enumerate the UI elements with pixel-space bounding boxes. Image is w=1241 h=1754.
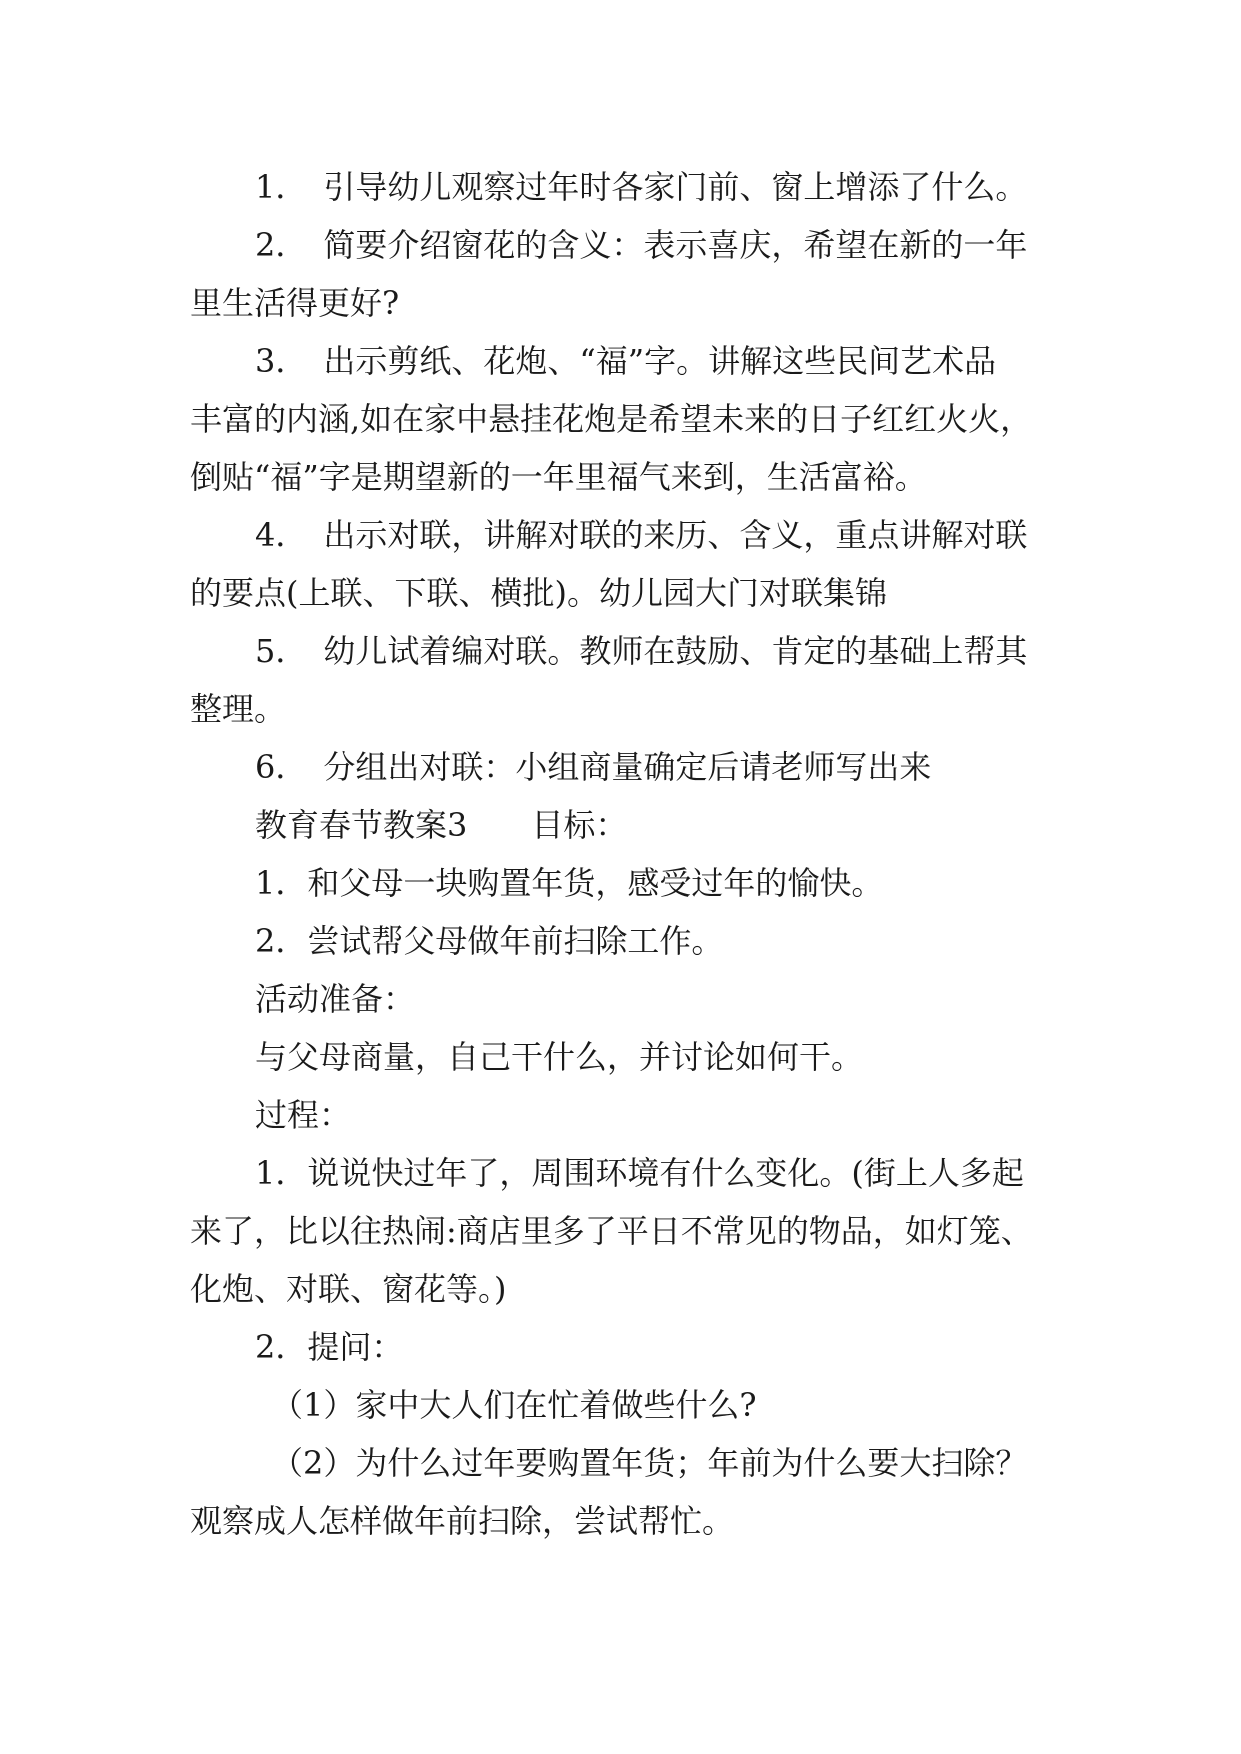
- step-3-continuation-2: 倒贴“福”字是期望新的一年里福气来到，生活富裕。: [190, 458, 927, 496]
- process-heading: 过程：: [255, 1096, 352, 1134]
- process-step-2-line: 2．提问：: [255, 1328, 404, 1366]
- step-5-line: 5． 幼儿试着编对联。教师在鼓励、肯定的基础上帮其: [255, 632, 1028, 670]
- question-2-continuation: 观察成人怎样做年前扫除，尝试帮忙。: [190, 1502, 735, 1540]
- step-6-line: 6． 分组出对联：小组商量确定后请老师写出来: [255, 748, 932, 786]
- step-1-line: 1． 引导幼儿观察过年时各家门前、窗上增添了什么。: [255, 168, 1028, 206]
- step-2-continuation: 里生活得更好?: [190, 284, 400, 322]
- goal-1-line: 1．和父母一块购置年货，感受过年的愉快。: [255, 864, 884, 902]
- question-1-line: （1）家中大人们在忙着做些什么?: [271, 1386, 757, 1424]
- process-step-1-continuation-1: 来了，比以往热闹:商店里多了平日不常见的物品，如灯笼、: [190, 1212, 1033, 1250]
- step-5-continuation: 整理。: [190, 690, 287, 728]
- lesson-3-heading: 教育春节教案3 目标：: [255, 806, 628, 844]
- step-4-continuation: 的要点(上联、下联、横批)。幼儿园大门对联集锦: [190, 574, 887, 612]
- preparation-line: 与父母商量，自己干什么，并讨论如何干。: [255, 1038, 864, 1076]
- step-3-line: 3． 出示剪纸、花炮、“福”字。讲解这些民间艺术品: [255, 342, 997, 380]
- preparation-heading: 活动准备：: [255, 980, 416, 1018]
- step-3-continuation-1: 丰富的内涵,如在家中悬挂花炮是希望未来的日子红红火火，: [190, 400, 1033, 438]
- question-2-line: （2）为什么过年要购置年货；年前为什么要大扫除？: [271, 1444, 1028, 1482]
- process-step-1-continuation-2: 化炮、对联、窗花等。): [190, 1270, 507, 1308]
- goal-2-line: 2．尝试帮父母做年前扫除工作。: [255, 922, 724, 960]
- step-4-line: 4． 出示对联，讲解对联的来历、含义，重点讲解对联: [255, 516, 1028, 554]
- process-step-1-line: 1．说说快过年了，周围环境有什么变化。(街上人多起: [255, 1154, 1024, 1192]
- step-2-line: 2． 简要介绍窗花的含义：表示喜庆，希望在新的一年: [255, 226, 1028, 264]
